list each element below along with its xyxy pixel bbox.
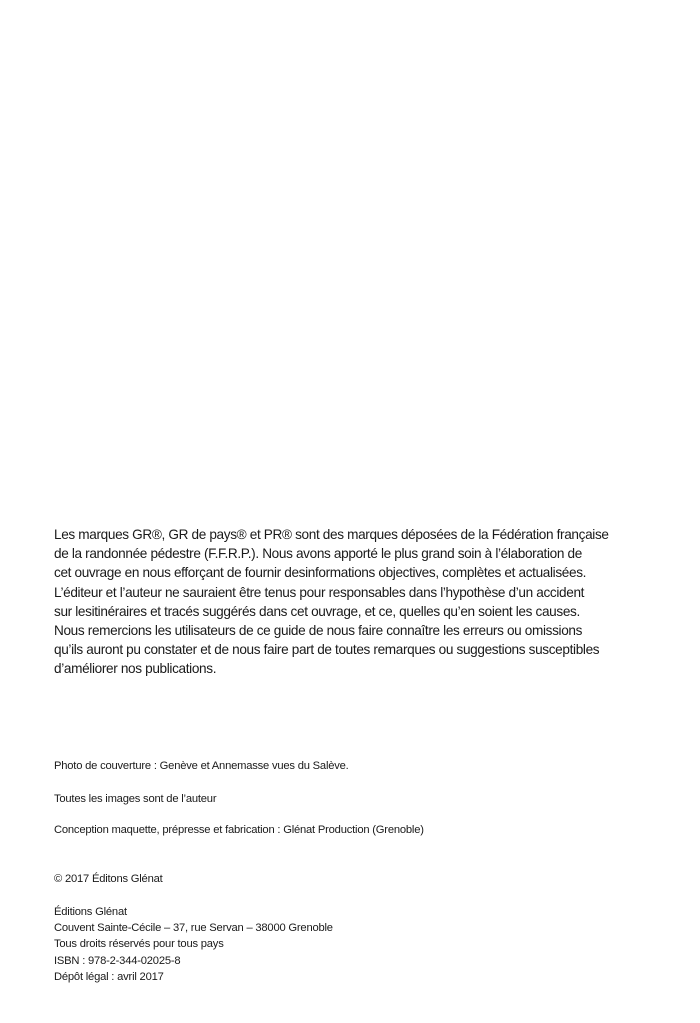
legal-notice-line: qu’ils auront pu constater et de nous faire part de toutes remarques ou suggestions susceptibles (54, 642, 600, 658)
cover-photo-credit: Photo de couverture : Genève et Annemasse vues du Salève. (54, 760, 349, 772)
legal-deposit: Dépôt légal : avril 2017 (54, 970, 164, 983)
legal-notice-line: Les marques GR®, GR de pays® et PR® sont des marques déposées de la Fédération française (54, 527, 609, 542)
images-credit: Toutes les images sont de l’auteur (54, 793, 217, 805)
copyright-notice: © 2017 Éditons Glénat (54, 873, 163, 885)
legal-notice-line: Nous remercions les utilisateurs de ce guide de nous faire connaître les erreurs ou omissions (54, 623, 583, 639)
legal-notice-line: de la randonnée pédestre (F.F.R.P.). Nous avons apporté le plus grand soin à l’élaboration de (54, 546, 582, 562)
legal-notice-line: sur lesitinéraires et tracés suggérés dans cet ouvrage, et ce, quelles qu’en soient les causes. (54, 603, 580, 619)
legal-notice-line: L’éditeur et l’auteur ne sauraient être tenus pour responsables dans l’hypothèse d’un accident (54, 584, 585, 600)
publisher-block (54, 904, 654, 985)
legal-notice-paragraph (54, 525, 654, 679)
legal-notice-line: cet ouvrage en nous efforçant de fournir desinformations objectives, complètes et actualisées. (54, 565, 587, 581)
design-production-credit: Conception maquette, prépresse et fabrication : Glénat Production (Grenoble) (54, 824, 424, 836)
publisher-address: Couvent Sainte-Cécile – 37, rue Servan – 38000 Grenoble (54, 922, 333, 935)
isbn-number: ISBN : 978-2-344-02025-8 (54, 954, 181, 967)
legal-notice-line: d’améliorer nos publications. (54, 661, 217, 677)
publisher-name: Éditions Glénat (54, 906, 127, 918)
rights-reserved: Tous droits réservés pour tous pays (54, 938, 224, 951)
